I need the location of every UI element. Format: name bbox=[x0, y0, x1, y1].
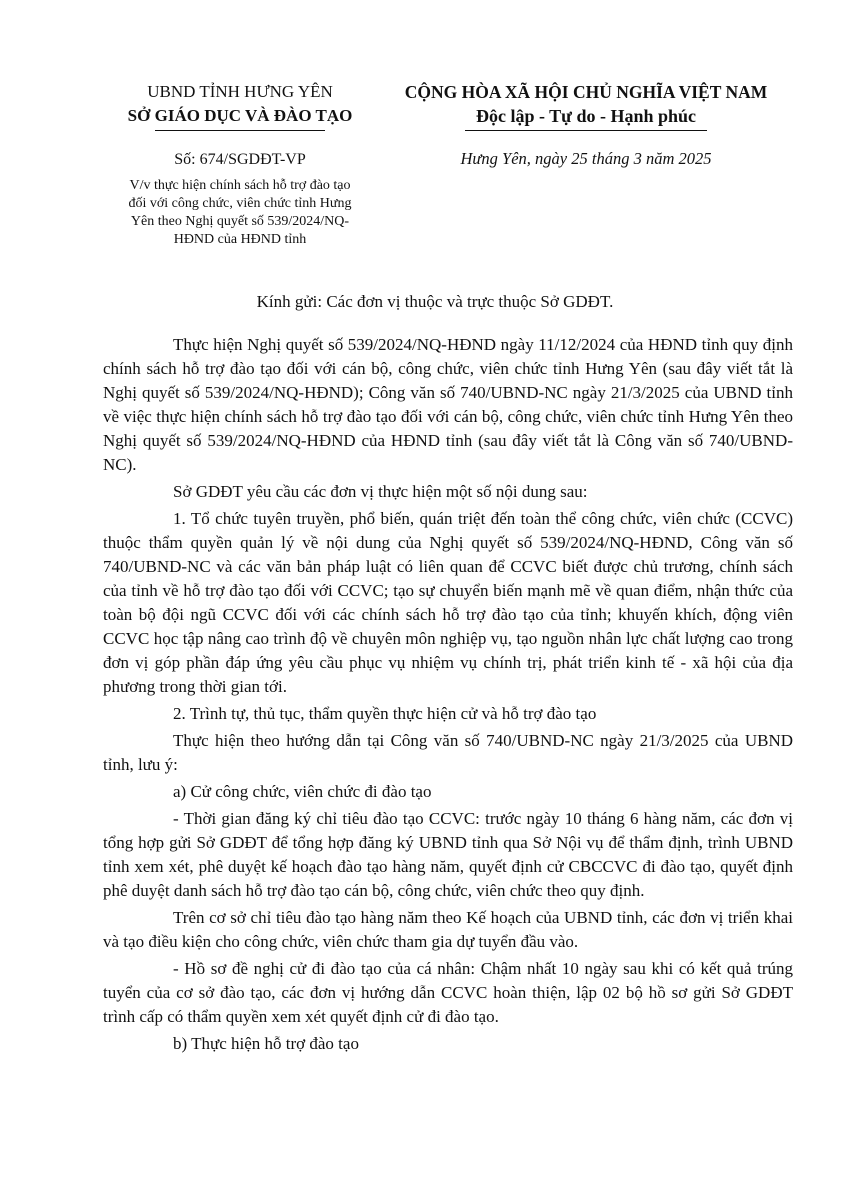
paragraph: 1. Tổ chức tuyên truyền, phổ biến, quán triệt đến toàn thể công chức, viên chức (CCVC) thuộc thẩm quyền quản lý về nội dung của Nghị quyết số 539/2024/NQ-HĐND, Công văn số 740/UBND-NC và các văn bản pháp luật có liên quan để CCVC biết được chủ trương, chính sách của tỉnh về hỗ trợ đào tạo đối với CCVC; tạo sự chuyển biến mạnh mẽ về quan điểm, nhận thức của toàn bộ đội ngũ CCVC đối với các chính sách hỗ trợ đào tạo của tỉnh; khuyến khích, động viên CCVC học tập nâng cao trình độ về chuyên môn nghiệp vụ, tạo nguồn nhân lực chất lượng cao trong đơn vị góp phần đáp ứng yêu cầu phục vụ nhiệm vụ chính trị, phát triển kinh tế - xã hội của địa phương trong thời gian tới. bbox=[103, 509, 793, 696]
subsection-heading: a) Cử công chức, viên chức đi đào tạo bbox=[173, 782, 432, 801]
subsection-heading: b) Thực hiện hỗ trợ đào tạo bbox=[173, 1034, 359, 1053]
subject-line: V/v thực hiện chính sách hỗ trợ đào tạo bbox=[129, 178, 351, 193]
national-title: CỘNG HÒA XÃ HỘI CHỦ NGHĨA VIỆT NAM bbox=[404, 82, 768, 102]
issuer-underline bbox=[155, 130, 325, 131]
place-and-date: Hưng Yên, ngày 25 tháng 3 năm 2025 bbox=[460, 149, 712, 168]
paragraph: Thực hiện Nghị quyết số 539/2024/NQ-HĐND ngày 11/12/2024 của HĐND tỉnh quy định chính sách hỗ trợ đào tạo đối với cán bộ, công chức, viên chức tỉnh Hưng Yên (sau đây viết tắt là Nghị quyết số 539/2024/NQ-HĐND); Công văn số 740/UBND-NC ngày 21/3/2025 của UBND tỉnh về việc thực hiện chính sách hỗ trợ đào tạo đối với cán bộ, công chức, viên chức tỉnh Hưng Yên theo Nghị quyết số 539/2024/NQ-HĐND của HĐND tỉnh (sau đây viết tắt là Công văn số 740/UBND-NC). bbox=[103, 335, 793, 474]
paragraph: - Hồ sơ đề nghị cử đi đào tạo của cá nhân: Chậm nhất 10 ngày sau khi có kết quả trúng tuyển của cơ sở đào tạo, các đơn vị hướng dẫn CCVC hoàn thiện, lập 02 bộ hồ sơ gửi Sở GDĐT trình cấp có thẩm quyền xem xét quyết định cử đi đào tạo. bbox=[103, 959, 793, 1026]
subject-line: HĐND của HĐND tỉnh bbox=[173, 232, 307, 247]
paragraph: - Thời gian đăng ký chỉ tiêu đào tạo CCVC: trước ngày 10 tháng 6 hàng năm, các đơn vị tổng hợp gửi Sở GDĐT để tổng hợp đăng ký UBND tỉnh qua Sở Nội vụ để thẩm định, trình UBND tỉnh xem xét, phê duyệt kế hoạch đào tạo hàng năm, quyết định cử CBCCVC đi đào tạo, quyết định phê duyệt danh sách hỗ trợ đào tạo cán bộ, công chức, viên chức theo quy định. bbox=[103, 809, 793, 900]
issuer-department: SỞ GIÁO DỤC VÀ ĐÀO TẠO bbox=[127, 106, 353, 125]
document-number: Số: 674/SGDĐT-VP bbox=[174, 151, 306, 168]
motto-underline bbox=[465, 130, 707, 131]
recipient-line: Kính gửi: Các đơn vị thuộc và trực thuộc Sở GDĐT. bbox=[256, 292, 614, 311]
subject-line: Yên theo Nghị quyết số 539/2024/NQ- bbox=[130, 214, 350, 229]
paragraph: Thực hiện theo hướng dẫn tại Công văn số 740/UBND-NC ngày 21/3/2025 của UBND tỉnh, lưu ý: bbox=[103, 731, 793, 774]
subject-line: đối với công chức, viên chức tỉnh Hưng bbox=[128, 196, 352, 211]
document-body bbox=[103, 333, 793, 1059]
issuer-org: UBND TỈNH HƯNG YÊN bbox=[147, 82, 333, 101]
section-heading: 2. Trình tự, thủ tục, thẩm quyền thực hiện cử và hỗ trợ đào tạo bbox=[173, 704, 597, 723]
paragraph: Trên cơ sở chỉ tiêu đào tạo hàng năm theo Kế hoạch của UBND tỉnh, các đơn vị triển khai và tạo điều kiện cho công chức, viên chức tham gia dự tuyển đầu vào. bbox=[103, 908, 793, 951]
issuer-block bbox=[100, 80, 380, 131]
national-block bbox=[380, 80, 792, 131]
document-subject bbox=[100, 177, 380, 249]
paragraph: Sở GDĐT yêu cầu các đơn vị thực hiện một số nội dung sau: bbox=[173, 482, 588, 501]
national-motto: Độc lập - Tự do - Hạnh phúc bbox=[475, 106, 697, 126]
